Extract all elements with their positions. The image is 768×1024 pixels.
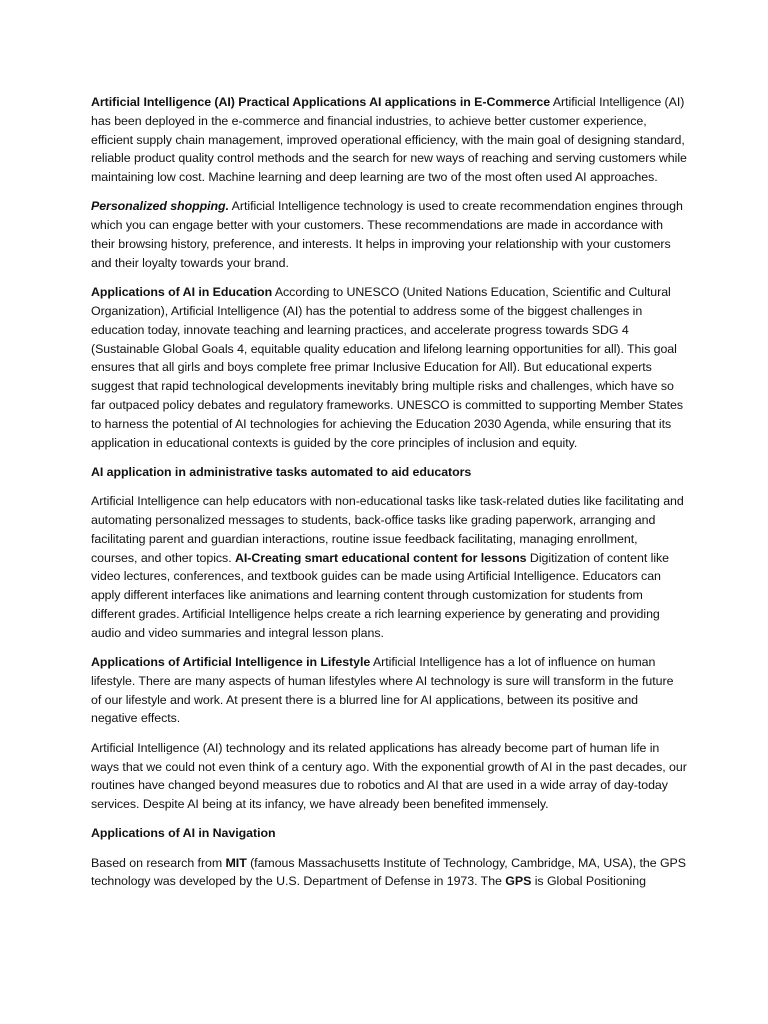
heading-ecommerce: Artificial Intelligence (AI) Practical Applications AI applications in E-Commerce <box>91 95 551 109</box>
paragraph-lifestyle-text: Artificial Intelligence has a lot of influence on human lifestyle. There are many aspects of human lifestyles where AI technology is sure will transform in the future of our lifestyle and work. At present there is a blurred line for AI applications, between its positive and negative effects. <box>91 655 674 726</box>
paragraph-navigation-text-a: Based on research from <box>91 855 226 870</box>
heading-personalized-shopping: Personalized shopping. <box>91 199 229 214</box>
paragraph-education-text: According to UNESCO (United Nations Education, Scientific and Cultural Organization), Artificial Intelligence (AI) has the potential to address some of the biggest challenges in education today, innovate teaching and learning practices, and accelerate progress towards SDG 4 (Sustainable Global Goals 4, equitable quality education and lifelong learning opportunities for all). This goal ensures that all girls and boys complete free primar Inclusive Education for All). But educational experts suggest that rapid technological developments inevitably bring multiple risks and challenges, which have so far outpaced policy debates and regulatory frameworks. UNESCO is committed to supporting Member States to harness the potential of AI technologies for achieving the Education 2030 Agenda, while ensuring that its application in educational contexts is guided by the core principles of inclusion and equity. <box>91 285 683 450</box>
paragraph-ai-human-life: Artificial Intelligence (AI) technology and its related applications has already become part of human life in ways that we could not even think of a century ago. With the exponential growth of AI in the past decades, our routines have changed beyond measures due to robotics and AI that are used in a wide array of day-today services. Despite AI being at its infancy, we have already been benefited immensely. <box>91 740 687 812</box>
paragraph-lifestyle <box>91 653 687 728</box>
gps-bold: GPS <box>505 874 532 889</box>
paragraph-navigation <box>91 854 687 892</box>
heading-lifestyle: Applications of Artificial Intelligence in Lifestyle <box>91 655 371 670</box>
paragraph-personalized-shopping <box>91 197 687 272</box>
heading-administrative-tasks: AI application in administrative tasks automated to aid educators <box>91 464 472 479</box>
heading-navigation: Applications of AI in Navigation <box>91 826 276 841</box>
document-page <box>91 93 687 902</box>
paragraph-ecommerce-text: Artificial Intelligence (AI) has been deployed in the e-commerce and financial industries, to achieve better customer experience, efficient supply chain management, improved operational efficiency, with the main goal of designing standard, reliable product quality control methods and the search for new ways of reaching and serving customers while maintaining low cost. Machine learning and deep learning are two of the most often used AI approaches. <box>91 95 687 185</box>
paragraph-education <box>91 283 687 452</box>
paragraph-smart-content-text: Digitization of content like video lectures, conferences, and textbook guides can be made using Artificial Intelligence. Educators can apply different interfaces like animations and learning content through customization for students from different grades. Artificial Intelligence helps create a rich learning experience by generating and providing audio and video summaries and integral lesson plans. <box>91 550 670 640</box>
heading-education: Applications of AI in Education <box>91 285 273 300</box>
paragraph-administrative-text-a: Artificial Intelligence can help educators with non-educational tasks like task-related duties like facilitating and automating personalized messages to students, back-office tasks like grading paperwork, arranging and facilitating parent and guardian interactions, routine issue feedback facilitating, managing enrollment, courses, and other topics. <box>91 494 684 565</box>
paragraph-ecommerce <box>91 93 687 187</box>
heading-smart-content: AI-Creating smart educational content for lessons <box>234 550 527 565</box>
paragraph-personalized-shopping-text: Artificial Intelligence technology is used to create recommendation engines through which you can engage better with your customers. These recommendations are made in accordance with their browsing history, preference, and interests. It helps in improving your relationship with your customers and their loyalty towards your brand. <box>91 199 683 270</box>
paragraph-administrative-tasks <box>91 492 687 642</box>
paragraph-navigation-text-b: (famous Massachusetts Institute of Technology, Cambridge, MA, USA), the GPS technology was developed by the U.S. Department of Defense in 1973. The <box>91 855 686 889</box>
paragraph-navigation-text-c: is Global Positioning <box>531 874 646 889</box>
mit-bold: MIT <box>225 855 247 870</box>
